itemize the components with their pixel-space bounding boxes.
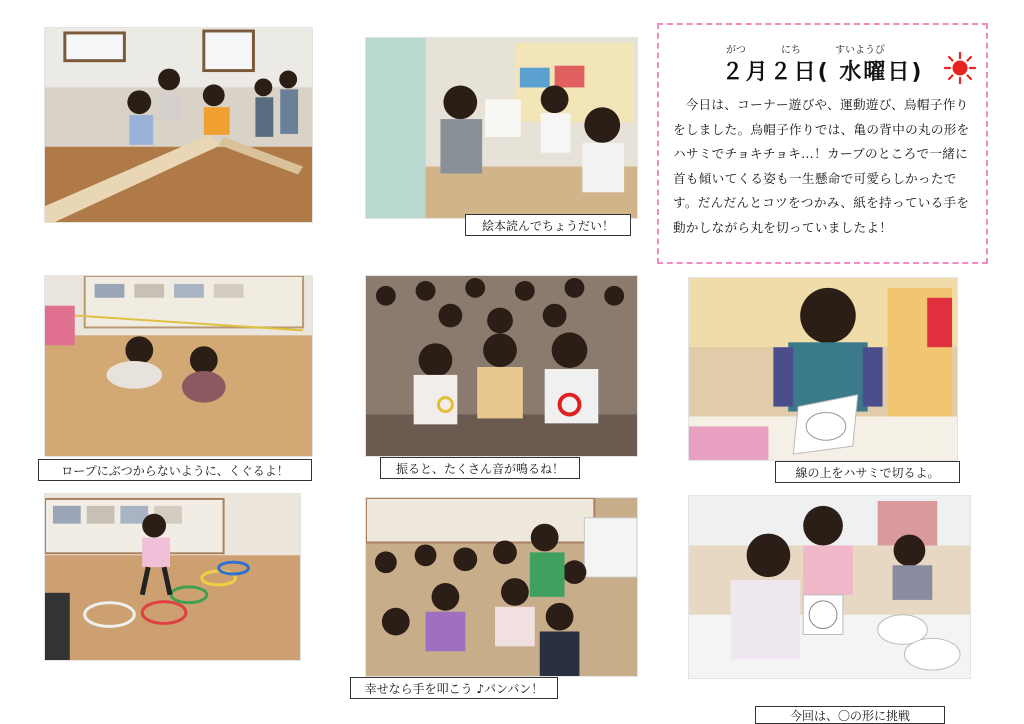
caption-clap: 幸せなら手を叩こう ♪パンパン！ [350,677,558,699]
diary-date: ２月２日( 水曜日) [721,60,924,85]
ruby-youbi: すいようび [835,45,885,56]
caption-circle: 今回は、〇の形に挑戦 [755,706,945,724]
sun-icon [944,52,976,84]
photo-rope-crawl [44,275,313,457]
caption-rope: ロープにぶつからないように、くぐるよ！ [38,459,312,481]
photo-cutting-paper [688,277,958,461]
photo-slide-play [44,27,313,223]
caption-shake: 振ると、たくさん音が鳴るね！ [380,457,580,479]
diary-body: 今日は、コーナー遊びや、運動遊び、烏帽子作りをしました。烏帽子作りでは、亀の背中の丸の形をハサミでチョキチョキ…！カーブのところで一緒に首も傾いてくる姿も一生懸命で可愛らしかったです。だんだんとコツをつかみ、紙を持っている手を動かしながら丸を切っていましたよ！ [673,97,970,235]
photo-clapping-song [365,497,638,677]
diary-box [657,23,988,264]
photo-picture-book [365,37,638,219]
ruby-gatsu: がつ [726,45,746,56]
photo-hoop-jumping [44,493,301,661]
caption-picture-book: 絵本読んでちょうだい！ [465,214,631,236]
caption-scissors: 線の上をハサミで切るよ。 [775,461,960,483]
photo-circle-cutting [688,495,971,679]
ruby-nichi: にち [781,45,801,56]
photo-shaker-instruments [365,275,638,457]
